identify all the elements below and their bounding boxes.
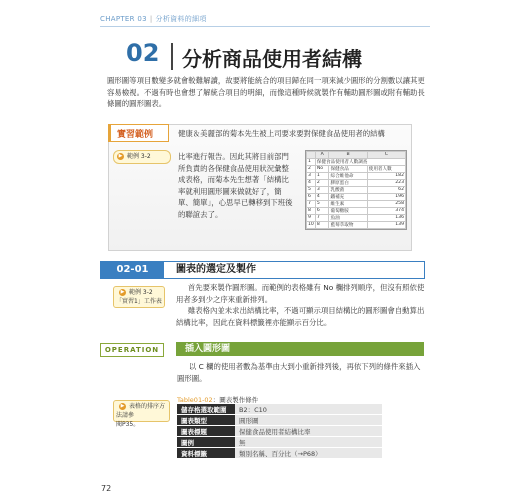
spreadsheet-image: A B C 1 保健食品使用者人數調查 2 No 保健食品 使用者人數 3 1 綜合維他命 182 4 2 膠原蛋白 223 5 3 乳酸菌 62 6 4 鐵補充 196 7 5 維生素 258 8 6 葡萄糖胺 374 9 7 魚油 136 10 8 藍莓萃取物 139 (305, 150, 407, 230)
operation-tag: OPERATION (100, 343, 164, 357)
sort-tip-line2: 閱P35。 (116, 421, 140, 428)
sheet-row: 3 1 綜合維他命 182 (308, 173, 404, 179)
arrow-icon: ▶ (120, 289, 125, 295)
header-divider (100, 26, 430, 27)
sheet-row: 6 4 鐵補充 196 (308, 194, 404, 200)
example-text-top: 健康＆美麗部的菊本先生被上司要求要對保健食品使用者的結構 (178, 129, 385, 138)
sheet-row: 10 8 藍莓萃取物 139 (308, 222, 404, 228)
sheet-header: 使用者人數 (367, 165, 405, 172)
subsection-paragraph-2: 雖表格內並未求出結構比率，不過可顯示項目結構比的圓形圖會自動算出結構比率，因此在資料標籤裡亦能顯示百分比。 (176, 306, 425, 327)
example-text-body: 比率進行報告。因此其將目前部門所負責的各保健食品使用狀況彙整成表格，而菊本先生想著「結構比率就利用圓形圖來做就好了，簡單、簡單」，心思早已轉移到下班後的聯誼去了。 (178, 152, 293, 219)
table-row: 儲存格選取範圍 B2：C10 (177, 404, 382, 415)
sheet-row: 9 7 魚油 136 (308, 215, 404, 221)
section-title: 分析商品使用者結構 (182, 47, 362, 71)
arrow-icon: ▶ (120, 403, 125, 409)
section-divider (171, 43, 173, 70)
subsection-number: 02-01 (101, 262, 164, 278)
example-ref-badge (113, 150, 171, 164)
subsection-ref-label: 範例 3-2 (129, 289, 153, 296)
subsection-title: 圖表的選定及製作 (176, 264, 256, 275)
sort-tip-line1: 表格的排序方法請參 (116, 403, 166, 419)
table-caption-text: 圖表製作條件 (219, 396, 259, 404)
subsection-ref-badge (113, 286, 165, 308)
example-ref-label: 範例 3-2 (127, 153, 151, 160)
sheet-row: 8 6 葡萄糖胺 374 (308, 208, 404, 214)
table-row: 圖表類型 圓形圖 (177, 415, 382, 426)
chapter-header: CHAPTER 03 | 分析資料的細項 (100, 15, 207, 23)
page-number: 72 (101, 484, 112, 493)
sheet-row: 4 2 膠原蛋白 223 (308, 180, 404, 186)
conditions-table (177, 404, 382, 459)
chapter-label: CHAPTER 03 (100, 15, 147, 23)
table-caption: Table01-02：圖表製作條件 (177, 396, 259, 404)
sort-tip-badge (113, 400, 170, 428)
operation-title: 插入圓形圖 (176, 342, 424, 356)
table-row: 資料標籤 類別名稱、百分比（→P68） (177, 448, 382, 459)
subsection-paragraph-1: 首先要來製作圓形圖。而範例的表格雖有 No 欄排列順序，但沒有照依使用者多到少之序來重新排列。 (176, 283, 425, 304)
table-row: 圖表標題 保健食品使用者結構比率 (177, 426, 382, 437)
chapter-title: 分析資料的細項 (155, 15, 207, 23)
sheet-title: 保健食品使用者人數調查 (315, 158, 405, 165)
sheet-header: 保健食品 (329, 165, 367, 172)
subsection-ref-sub: 「實習1」工作表 (116, 298, 162, 305)
sheet-row: 7 5 維生素 258 (308, 201, 404, 207)
sheet-row: 5 3 乳酸菌 62 (308, 187, 404, 193)
table-row: 圖例 無 (177, 437, 382, 448)
example-tag: 實習範例 (117, 130, 154, 140)
table-caption-id: Table01-02 (177, 396, 213, 404)
operation-paragraph: 以 C 欄的使用者數為基準由大到小重新排列後，再依下列的條件來插入圓形圖。 (177, 362, 421, 383)
sheet-header: No (315, 165, 329, 172)
section-number: 02 (126, 39, 160, 67)
arrow-icon: ▶ (118, 153, 123, 159)
subsection-body (176, 282, 426, 328)
intro-paragraph: 圓形圖等項目數變多就會較難解讀，故要將能統合的項目歸在同一項來減少圓形的分割數以讓其更容易檢視。不過有時也會想了解統合項目的明細，而像這種時候就製作有輔助圓形圖或附有輔助長條圖的圓形圖表。 (107, 76, 425, 108)
